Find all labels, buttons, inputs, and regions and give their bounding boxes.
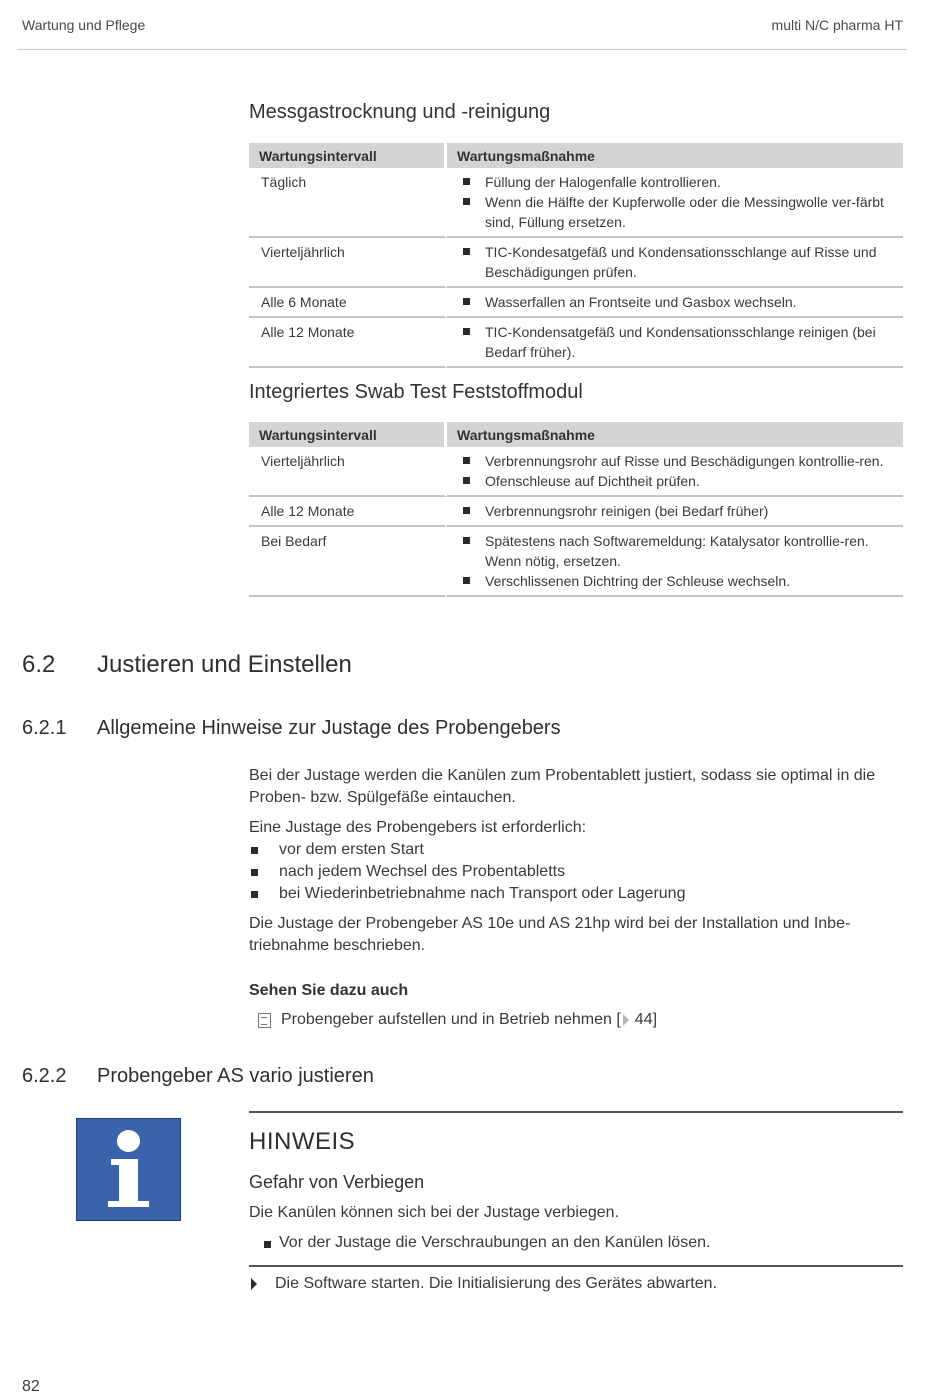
info-icon <box>76 1118 181 1221</box>
list-item: Spätestens nach Softwaremeldung: Katalysator kontrollie-ren. Wenn nötig, ersetzen. <box>455 531 893 571</box>
section-number: 6.2.1 <box>22 717 67 739</box>
notice-subheading: Gefahr von Verbiegen <box>249 1172 425 1192</box>
list-item: Verbrennungsrohr reinigen (bei Bedarf früher) <box>455 501 893 521</box>
notice-bottom-rule <box>249 1265 903 1267</box>
list-item: bei Wiederinbetriebnahme nach Transport oder Lagerung <box>249 883 904 905</box>
messgas-table <box>249 143 903 368</box>
paragraph: Die Justage der Probengeber AS 10e und AS 21hp wird bei der Installation und Inbe-triebnahme beschrieben. <box>249 915 851 954</box>
list-item: Verbrennungsrohr auf Risse und Beschädigungen kontrollie-ren. <box>455 451 893 471</box>
running-header-right: multi N/C pharma HT <box>771 17 903 33</box>
table-header-measure: Wartungsmaßnahme <box>447 143 903 168</box>
document-icon <box>258 1013 271 1028</box>
table-row <box>249 238 903 288</box>
measure-cell <box>447 497 903 527</box>
measure-cell <box>447 238 903 288</box>
table-row <box>249 168 903 238</box>
see-also-title: Sehen Sie dazu auch <box>249 982 409 999</box>
table-row <box>249 447 903 497</box>
notice-text: Die Kanülen können sich bei der Justage verbiegen. <box>249 1204 620 1221</box>
list-item: TIC-Kondensatgefäß und Kondensationsschlange reinigen (bei Bedarf früher). <box>455 322 893 362</box>
see-also-link[interactable] <box>258 1011 657 1029</box>
table-row <box>249 527 903 597</box>
measure-cell <box>447 168 903 238</box>
section-title: Probengeber AS vario justieren <box>97 1065 374 1087</box>
table-header-interval: Wartungsintervall <box>249 422 447 447</box>
table-row <box>249 288 903 318</box>
paragraph: Eine Justage des Probengebers ist erforderlich: <box>249 819 587 836</box>
interval-cell: Alle 12 Monate <box>249 318 447 368</box>
list-item: Wenn die Hälfte der Kupferwolle oder die Messingwolle ver-färbt sind, Füllung ersetzen. <box>455 192 893 232</box>
link-page: 44] <box>634 1011 658 1028</box>
requirement-list <box>249 839 904 905</box>
interval-cell: Alle 6 Monate <box>249 288 447 318</box>
list-item: TIC-Kondesatgefäß und Kondensationsschlange auf Risse und Beschädigungen prüfen. <box>455 242 893 282</box>
section-number: 6.2.2 <box>22 1065 67 1087</box>
step-text: Die Software starten. Die Initialisierung des Gerätes abwarten. <box>275 1275 717 1292</box>
measure-cell <box>447 527 903 597</box>
section-6-2-1-heading <box>22 717 561 740</box>
messgas-title: Messgastrocknung und -reinigung <box>249 101 551 123</box>
table-header-measure: Wartungsmaßnahme <box>447 422 903 447</box>
paragraph: Bei der Justage werden die Kanülen zum Probentablett justiert, sodass sie optimal in die Proben- bzw. Spülgefäße eintauchen. <box>249 767 876 806</box>
instruction-step <box>249 1275 717 1293</box>
step-arrow-icon <box>251 1278 257 1290</box>
section-6-2-2-heading <box>22 1065 374 1088</box>
table-row <box>249 318 903 368</box>
measure-cell <box>447 447 903 497</box>
swab-table <box>249 422 903 597</box>
measure-cell <box>447 288 903 318</box>
interval-cell: Vierteljährlich <box>249 447 447 497</box>
page-number: 82 <box>22 1378 40 1395</box>
intro-paragraph-block <box>249 765 904 957</box>
notice-list-item: Vor der Justage die Verschraubungen an den Kanülen lösen. <box>262 1234 710 1252</box>
arrow-right-icon <box>623 1014 629 1026</box>
table-row <box>249 497 903 527</box>
interval-cell: Bei Bedarf <box>249 527 447 597</box>
notice-heading: HINWEIS <box>249 1128 356 1155</box>
list-item: nach jedem Wechsel des Probentabletts <box>249 861 904 883</box>
list-item: Wasserfallen an Frontseite und Gasbox wechseln. <box>455 292 893 312</box>
section-6-2-heading <box>22 651 352 679</box>
notice-top-rule <box>249 1111 903 1113</box>
interval-cell: Vierteljährlich <box>249 238 447 288</box>
list-item: Füllung der Halogenfalle kontrollieren. <box>455 172 893 192</box>
measure-cell <box>447 318 903 368</box>
section-number: 6.2 <box>22 651 56 678</box>
list-item: Verschlissenen Dichtring der Schleuse wechseln. <box>455 571 893 591</box>
section-title: Allgemeine Hinweise zur Justage des Probengebers <box>97 717 561 739</box>
list-item: vor dem ersten Start <box>249 839 904 861</box>
section-title: Justieren und Einstellen <box>97 651 352 678</box>
interval-cell: Alle 12 Monate <box>249 497 447 527</box>
link-text: Probengeber aufstellen und in Betrieb nehmen [ <box>281 1011 621 1028</box>
list-item: Ofenschleuse auf Dichtheit prüfen. <box>455 471 893 491</box>
running-header-left: Wartung und Pflege <box>22 17 146 33</box>
header-divider <box>17 49 907 50</box>
swab-title: Integriertes Swab Test Feststoffmodul <box>249 381 583 403</box>
interval-cell: Täglich <box>249 168 447 238</box>
table-header-interval: Wartungsintervall <box>249 143 447 168</box>
